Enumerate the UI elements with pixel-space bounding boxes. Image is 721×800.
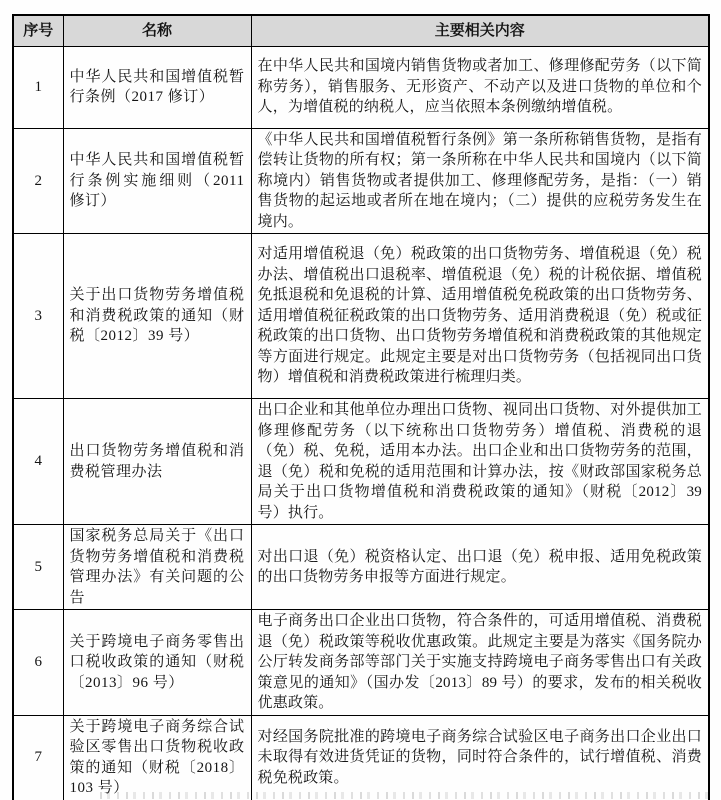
table-row <box>13 525 709 610</box>
regulation-content: 电子商务出口企业出口货物，符合条件的，可适用增值税、消费税退（免）税政策等税收优惠政策。此规定主要是为落实《国务院办公厅转发商务部等部门关于实施支持跨境电子商务零售出口有关政策意见的通知》（国办发〔2013〕89 号）的要求，发布的相关税收优惠政策。 <box>251 610 709 716</box>
row-number: 6 <box>13 610 63 716</box>
table-row <box>13 234 709 399</box>
table-row <box>13 399 709 525</box>
table-row <box>13 715 709 800</box>
regulation-content: 在中华人民共和国境内销售货物或者加工、修理修配劳务（以下简称劳务），销售服务、无形资产、不动产以及进口货物的单位和个人，为增值税的纳税人，应当依照本条例缴纳增值税。 <box>251 46 709 128</box>
row-number: 2 <box>13 128 63 234</box>
row-number: 5 <box>13 525 63 610</box>
row-number: 1 <box>13 46 63 128</box>
regulation-name: 中华人民共和国增值税暂行条例（2017 修订） <box>63 46 251 128</box>
regulation-name: 出口货物劳务增值税和消费税管理办法 <box>63 399 251 525</box>
regulation-name: 关于出口货物劳务增值税和消费税政策的通知（财税〔2012〕39 号） <box>63 234 251 399</box>
table-header-row <box>13 15 709 46</box>
header-cell-content: 主要相关内容 <box>251 15 709 46</box>
regulation-name: 关于跨境电子商务零售出口税收政策的通知（财税〔2013〕96 号） <box>63 610 251 716</box>
clipped-text-line <box>100 792 711 799</box>
regulation-content: 对经国务院批准的跨境电子商务综合试验区电子商务出口企业出口未取得有效进货凭证的货物，同时符合条件的，试行增值税、消费税免税政策。 <box>251 715 709 800</box>
regulation-name: 关于跨境电子商务综合试验区零售出口货物税收政策的通知（财税〔2018〕103 号） <box>63 715 251 800</box>
header-cell-name: 名称 <box>63 15 251 46</box>
regulation-content: 对出口退（免）税资格认定、出口退（免）税申报、适用免税政策的出口货物劳务申报等方面进行规定。 <box>251 525 709 610</box>
regulation-content: 出口企业和其他单位办理出口货物、视同出口货物、对外提供加工修理修配劳务（以下统称出口货物劳务）增值税、消费税的退（免）税、免税，适用本办法。出口企业和出口货物劳务的范围，退（免）税和免税的适用范围和计算办法，按《财政部国家税务总局关于出口货物增值税和消费税政策的通知》（财税〔2012〕39 号）执行。 <box>251 399 709 525</box>
table-row <box>13 610 709 716</box>
regulation-name: 中华人民共和国增值税暂行条例实施细则（2011 修订） <box>63 128 251 234</box>
table-row <box>13 128 709 234</box>
regulation-name: 国家税务总局关于《出口货物劳务增值税和消费税管理办法》有关问题的公告 <box>63 525 251 610</box>
row-number: 4 <box>13 399 63 525</box>
tax-regulation-table <box>12 14 710 800</box>
regulation-content: 《中华人民共和国增值税暂行条例》第一条所称销售货物，是指有偿转让货物的所有权；第一条所称在中华人民共和国境内（以下简称境内）销售货物或者提供加工、修理修配劳务，是指：（一）销售货物的起运地或者所在地在境内；（二）提供的应税劳务发生在境内。 <box>251 128 709 234</box>
row-number: 7 <box>13 715 63 800</box>
row-number: 3 <box>13 234 63 399</box>
header-cell-number: 序号 <box>13 15 63 46</box>
table-row <box>13 46 709 128</box>
regulation-content: 对适用增值税退（免）税政策的出口货物劳务、增值税退（免）税办法、增值税出口退税率、增值税退（免）税的计税依据、增值税免抵退税和免退税的计算、适用增值税免税政策的出口货物劳务、适用增值税征税政策的出口货物劳务、适用消费税退（免）税或征税政策的出口货物、出口货物劳务增值税和消费税政策的其他规定等方面进行规定。此规定主要是对出口货物劳务（包括视同出口货物）增值税和消费税政策进行梳理归类。 <box>251 234 709 399</box>
